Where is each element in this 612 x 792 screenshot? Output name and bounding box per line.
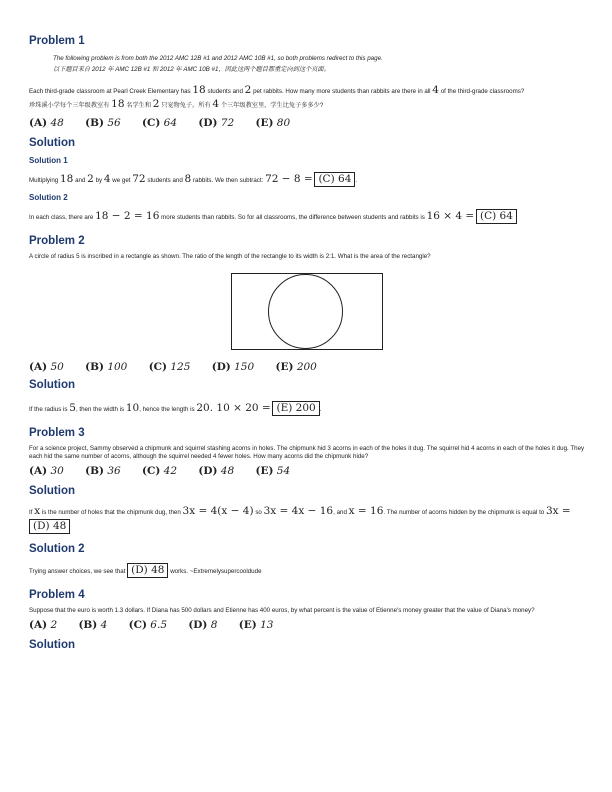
choice-a: (A) 30 xyxy=(29,465,64,477)
answer-box: (D) 48 xyxy=(29,519,70,534)
problem-3-solution-heading: Solution xyxy=(29,485,75,497)
choice-e: (E) 13 xyxy=(238,619,274,631)
problem-2-answer-choices xyxy=(29,360,585,374)
problem-1-statement-cn: 珍珠溪小学每个三年级教室有 18 名学生和 2 只宠物兔子。所有 4 个三年级教室里，学生比兔子多多少? xyxy=(29,98,324,110)
choice-d: (D) 48 xyxy=(198,465,235,477)
problem-3-solution-text: If x is the number of holes that the chipmunk dug, then 3x = 4(x − 4) so 3x = 4x − 16, and x = 16. The number of acorns hidden by the chipmunk is equal to 3x = (D) 48 xyxy=(29,505,571,532)
problem-1-solution-1-heading: Solution 1 xyxy=(29,156,68,165)
choice-c: (C) 6.5 xyxy=(128,619,167,631)
choice-c: (C) 42 xyxy=(142,465,178,477)
problem-4-heading: Problem 4 xyxy=(29,589,85,601)
problem-1-solution-1-text: Multiplying 18 and 2 by 4 we get 72 students and 8 rabbits. We then subtract: 72 − 8 = (C) 64 . xyxy=(29,173,358,185)
choice-e: (E) 200 xyxy=(275,361,317,373)
choice-b: (B) 36 xyxy=(85,465,121,477)
inscribed-circle xyxy=(268,274,343,349)
problem-1-statement-en: Each third-grade classroom at Pearl Creek Elementary has 18 students and 2 pet rabbits. How many more students than rabbits are there in all 4 of the third-grade classrooms? xyxy=(29,84,525,96)
answer-box: (D) 48 xyxy=(127,563,168,578)
problem-1-note-cn: 以下题目来自 2012 年 AMC 12B #1 和 2012 年 AMC 10B #1，因此这两个题目都重定向到这个页面。 xyxy=(53,66,330,73)
choice-d: (D) 72 xyxy=(198,117,235,129)
problem-3-statement: For a science project, Sammy observed a chipmunk and squirrel stashing acorns in holes. The chipmunk hid 3 acorns in each of the holes it dug. The squirrel hid 4 acorns in each of the holes it dug. They each hid the same number of acorns, although the squirrel needed 4 fewer holes. How many acorns did the chipmunk hide? xyxy=(29,445,585,460)
choice-b: (B) 56 xyxy=(85,117,121,129)
problem-1-solution-2-text: In each class, there are 18 − 2 = 16 more students than rabbits. So for all classrooms, the difference between students and rabbits is 16 × 4 = (C) 64 xyxy=(29,209,585,224)
article xyxy=(29,34,585,653)
answer-box: (E) 200 xyxy=(272,401,319,416)
problem-4-answer-choices xyxy=(29,618,585,632)
answer-box: (C) 64 xyxy=(314,172,355,187)
choice-b: (B) 4 xyxy=(78,619,108,631)
choice-a: (A) 2 xyxy=(29,619,58,631)
choice-c: (C) 64 xyxy=(142,117,178,129)
choice-c: (C) 125 xyxy=(148,361,191,373)
problem-2-solution-text: If the radius is 5, then the width is 10, hence the length is 20. 10 × 20 = (E) 200 . xyxy=(29,402,322,414)
problem-3-solution-2-text: Trying answer choices, we see that (D) 48 works. ~Extremelysupercooldude xyxy=(29,564,262,576)
answer-box: (C) 64 xyxy=(476,209,517,224)
choice-b: (B) 100 xyxy=(85,361,128,373)
problem-1-answer-choices xyxy=(29,116,585,130)
rectangle-figure xyxy=(231,273,383,350)
problem-1-solution-heading: Solution xyxy=(29,137,75,149)
problem-3-answer-choices xyxy=(29,464,585,478)
problem-2-statement: A circle of radius 5 is inscribed in a rectangle as shown. The ratio of the length of the rectangle to its width is 2:1. What is the area of the rectangle? xyxy=(29,253,431,260)
choice-e: (E) 54 xyxy=(255,465,291,477)
choice-e: (E) 80 xyxy=(255,117,291,129)
problem-1-heading: Problem 1 xyxy=(29,35,85,47)
problem-2-heading: Problem 2 xyxy=(29,235,85,247)
choice-a: (A) 50 xyxy=(29,361,64,373)
choice-d: (D) 8 xyxy=(188,619,218,631)
problem-1-solution-2-heading: Solution 2 xyxy=(29,193,68,202)
problem-3-solution-2-heading: Solution 2 xyxy=(29,543,85,555)
problem-4-statement: Suppose that the euro is worth 1.3 dollars. If Diana has 500 dollars and Etienne has 400 euros, by what percent is the value of Etienne's money greater that the value of Diana's money? xyxy=(29,607,535,614)
choice-a: (A) 48 xyxy=(29,117,64,129)
problem-3-heading: Problem 3 xyxy=(29,427,85,439)
choice-d: (D) 150 xyxy=(211,361,255,373)
problem-4-solution-heading: Solution xyxy=(29,639,75,651)
problem-2-solution-heading: Solution xyxy=(29,379,75,391)
problem-1-note-en: The following problem is from both the 2012 AMC 12B #1 and 2012 AMC 10B #1, so both problems redirect to this page. xyxy=(53,55,383,62)
